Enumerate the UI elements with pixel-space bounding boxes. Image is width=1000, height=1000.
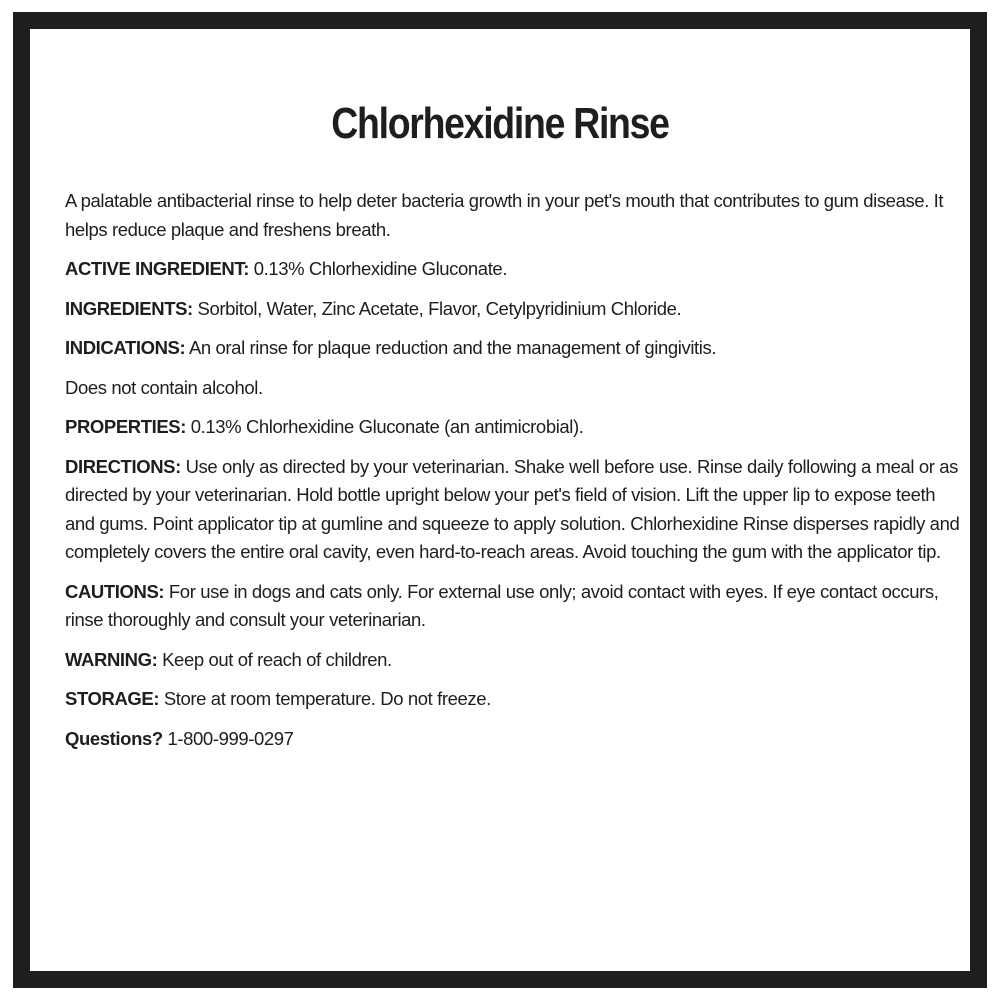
- cautions-text: For use in dogs and cats only. For external use only; avoid contact with eyes. If eye contact occurs, rinse thoroughly and consult your veterinarian.: [65, 580, 939, 630]
- questions-phone: 1-800-999-0297: [162, 727, 294, 749]
- cautions-paragraph: [65, 578, 965, 635]
- properties-paragraph: [65, 413, 965, 442]
- warning-paragraph: [65, 646, 965, 675]
- active-ingredient-label: ACTIVE INGREDIENT:: [65, 258, 249, 279]
- ingredients-text: Sorbitol, Water, Zinc Acetate, Flavor, Cetylpyridinium Chloride.: [192, 297, 682, 319]
- warning-label: WARNING:: [65, 648, 158, 670]
- alcohol-note-paragraph: [65, 374, 965, 403]
- storage-text: Store at room temperature. Do not freeze.: [159, 688, 491, 709]
- directions-label: DIRECTIONS:: [65, 455, 181, 477]
- questions-paragraph: [65, 725, 965, 754]
- storage-label: STORAGE:: [65, 688, 160, 709]
- questions-label: Questions?: [65, 727, 163, 749]
- ingredients-label: INGREDIENTS:: [65, 297, 193, 319]
- properties-label: PROPERTIES:: [65, 416, 187, 437]
- directions-text: Use only as directed by your veterinarian. Shake well before use. Rinse daily following a meal or as directed by your veterinarian. Hold bottle upright below your pet's field of vision. Lift the upper lip to expose teeth and gums. Point applicator tip at gumline and squeeze to apply solution. Chlorhexidine Rinse disperses rapidly and completely covers the entire oral cavity, even hard-to-reach areas. Avoid touching the gum with the applicator tip.: [65, 455, 960, 562]
- indications-label: INDICATIONS:: [65, 337, 186, 358]
- label-frame: [13, 12, 987, 988]
- active-ingredient-paragraph: [65, 255, 965, 284]
- active-ingredient-text: 0.13% Chlorhexidine Gluconate.: [248, 258, 508, 279]
- directions-paragraph: [65, 453, 965, 567]
- label-body: [65, 187, 965, 764]
- indications-text: An oral rinse for plaque reduction and the management of gingivitis.: [185, 337, 717, 358]
- intro-paragraph: A palatable antibacterial rinse to help deter bacteria growth in your pet's mouth that contributes to gum disease. It helps reduce plaque and freshens breath.: [65, 190, 944, 240]
- cautions-label: CAUTIONS:: [65, 580, 165, 602]
- product-title: Chlorhexidine Rinse: [331, 99, 669, 148]
- indications-paragraph: [65, 334, 965, 363]
- ingredients-paragraph: [65, 295, 965, 324]
- alcohol-note-text: Does not contain alcohol.: [65, 376, 263, 398]
- storage-paragraph: [65, 685, 965, 714]
- properties-text: 0.13% Chlorhexidine Gluconate (an antimicrobial).: [186, 416, 584, 437]
- warning-text: Keep out of reach of children.: [157, 648, 392, 670]
